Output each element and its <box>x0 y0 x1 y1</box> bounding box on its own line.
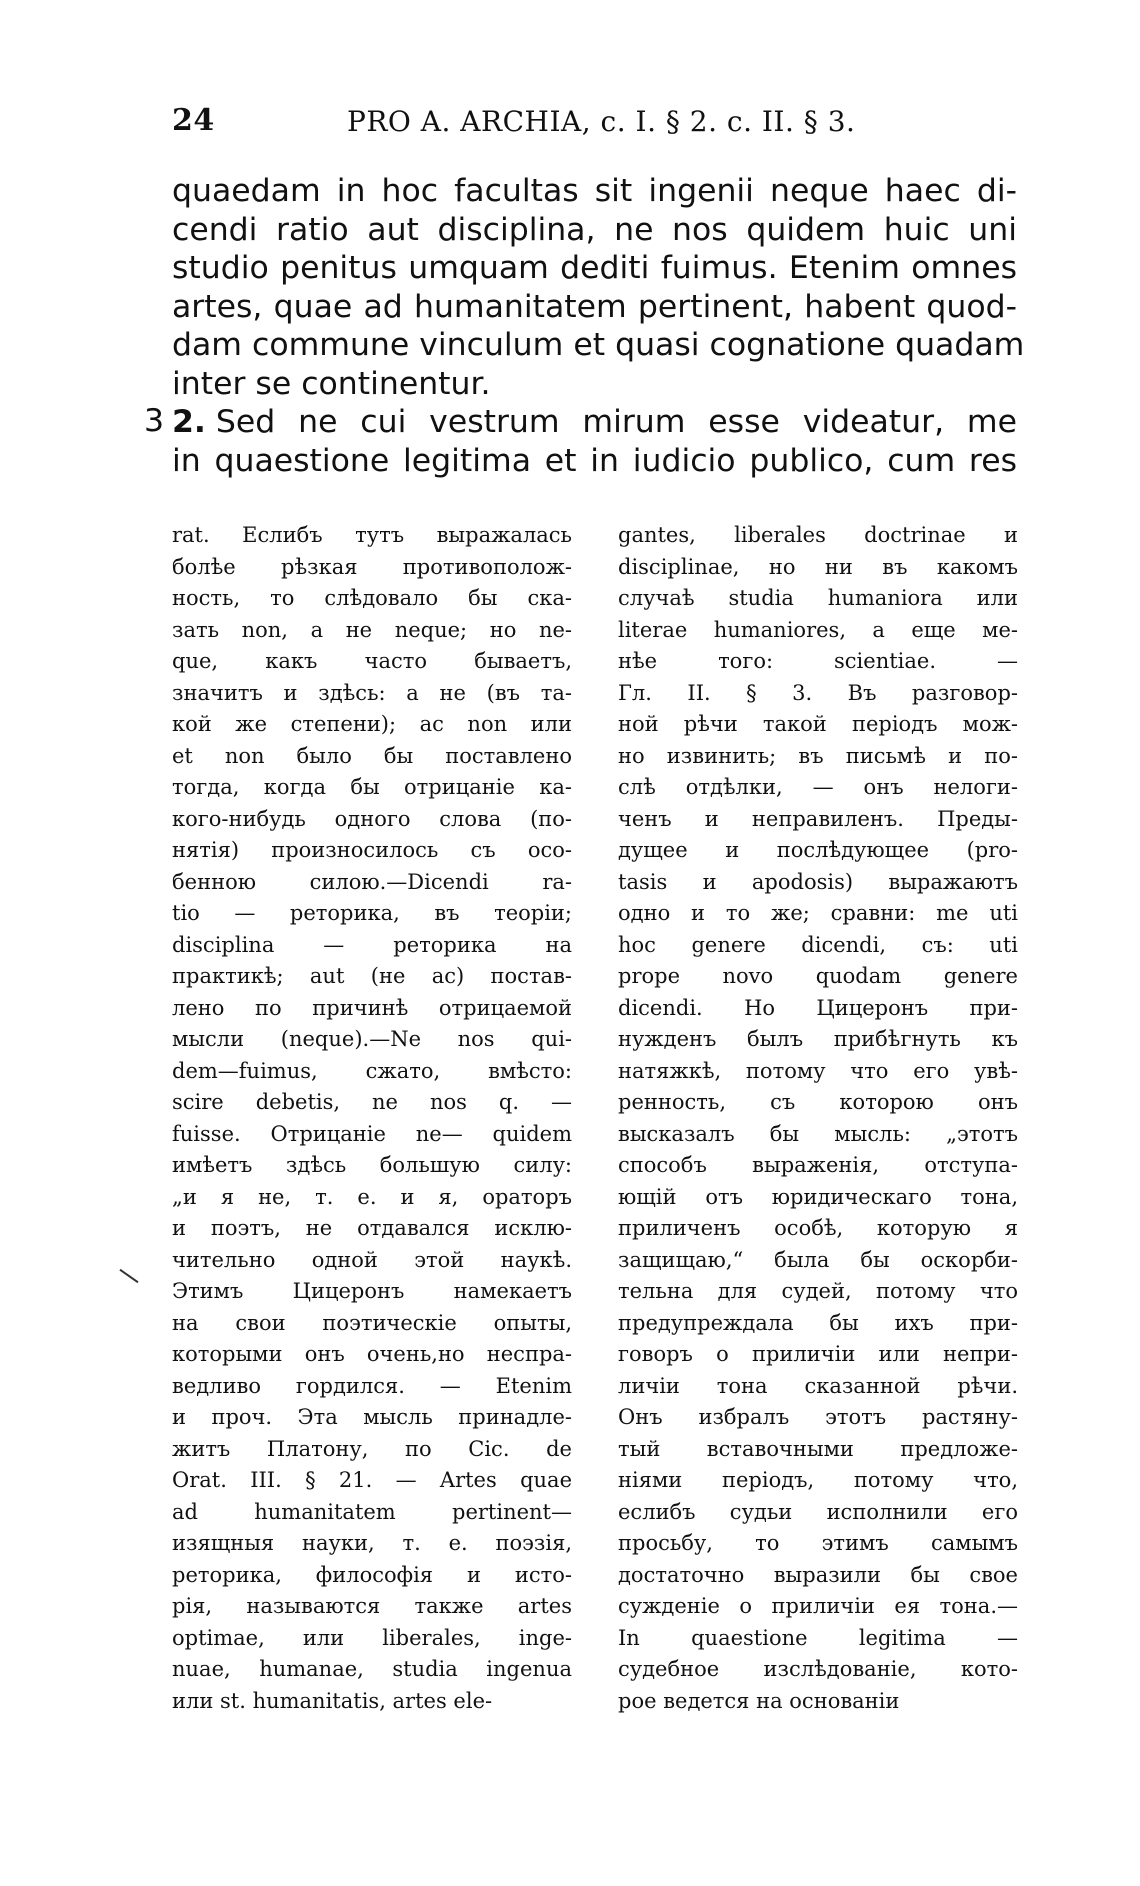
commentary-line: нужденъ былъ прибѣгнуть къ <box>618 1027 1018 1051</box>
commentary-line: достаточно выразили бы свое <box>618 1562 1018 1587</box>
commentary-line: tio — реторика, въ теоріи; <box>172 901 572 925</box>
main-text-line: studio penitus umquam dediti fuimus. Etenim omnes <box>172 250 1017 286</box>
commentary-line: optimae, или liberales, inge- <box>172 1625 572 1650</box>
commentary-line: слѣ отдѣлки, — онъ нелоги- <box>618 775 1018 799</box>
commentary-line: рія, называются также artes <box>172 1594 572 1618</box>
commentary-line: ной рѣчи такой періодъ мож- <box>618 712 1018 736</box>
commentary-line: нѣе того: scientiae. — <box>618 649 1018 673</box>
commentary-line: „и я не, т. е. и я, ораторъ <box>172 1184 572 1209</box>
commentary-line: и проч. Эта мысль принадле- <box>172 1405 572 1429</box>
commentary-line: ведливо гордился. — Etenim <box>172 1373 572 1398</box>
commentary-line: prope novo quodam genere <box>618 964 1018 988</box>
commentary-line: fuisse. Отрицаніе ne— quidem <box>172 1121 572 1146</box>
commentary-line: кого-нибудь одного слова (по- <box>172 806 572 831</box>
commentary-line: реторика, философія и исто- <box>172 1562 572 1587</box>
commentary-line: чительно одной этой наукѣ. <box>172 1247 572 1272</box>
commentary-line: Гл. II. § 3. Въ разговор- <box>618 680 1018 705</box>
commentary-left-column <box>172 520 572 1717</box>
commentary-line: ренность, съ которою онъ <box>618 1090 1018 1114</box>
commentary-line: говоръ о приличіи или непри- <box>618 1342 1018 1366</box>
commentary-line: защищаю,“ была бы оскорби- <box>618 1247 1018 1272</box>
commentary-line: gantes, liberales doctrinae и <box>618 523 1018 547</box>
commentary-right-column <box>618 520 1018 1717</box>
commentary-line: судебное изслѣдованіе, кото- <box>618 1657 1018 1681</box>
commentary-line: hoc genere dicendi, съ: uti <box>618 932 1018 957</box>
commentary-line: лено по причинѣ отрицаемой <box>172 995 572 1020</box>
main-text-line: inter se continentur. <box>172 365 491 402</box>
commentary-line: Orat. III. § 21. — Artes quae <box>172 1468 572 1492</box>
commentary-line: мысли (neque).—Ne nos qui- <box>172 1027 572 1051</box>
commentary-line: que, какъ часто бываетъ, <box>172 649 572 673</box>
commentary-line: бенною силою.—Dicendi ra- <box>172 869 572 894</box>
commentary-line: житъ Платону, по Cic. de <box>172 1436 572 1461</box>
commentary-line: личіи тона сказанной рѣчи. <box>618 1373 1018 1398</box>
main-text-line: quaedam in hoc facultas sit ingenii neque haec di- <box>172 173 1017 209</box>
commentary-line: тогда, когда бы отрицаніе ка- <box>172 775 572 799</box>
commentary-line: нятія) произносилось съ осо- <box>172 838 572 862</box>
commentary-line: болѣе рѣзкая противополож- <box>172 554 572 579</box>
commentary-line: рое ведется на основаніи <box>618 1688 900 1713</box>
commentary-line: имѣетъ здѣсь большую силу: <box>172 1153 572 1177</box>
main-text-line: in quaestione legitima et in iudicio publico, cum res <box>172 442 1017 479</box>
commentary-line: tasis и apodosis) выражаютъ <box>618 869 1018 894</box>
commentary-line: ad humanitatem pertinent— <box>172 1499 572 1524</box>
page-header <box>172 103 1032 143</box>
running-title: PRO A. ARCHIA, c. I. § 2. c. II. § 3. <box>347 105 856 138</box>
commentary-line: тый вставочными предложе- <box>618 1436 1018 1461</box>
commentary-line: зать non, а не neque; но ne- <box>172 617 572 642</box>
commentary-line: scire debetis, ne nos q. — <box>172 1090 572 1114</box>
commentary-line: ніями періодъ, потому что, <box>618 1468 1018 1492</box>
commentary-line: натяжкѣ, потому что его увѣ- <box>618 1058 1018 1083</box>
section-first-line <box>172 403 1017 442</box>
commentary-line: одно и то же; сравни: me uti <box>618 901 1018 925</box>
commentary-line: просьбу, то этимъ самымъ <box>618 1531 1018 1555</box>
commentary-line: literae humaniores, а еще ме- <box>618 617 1018 642</box>
commentary-line: но извинить; въ письмѣ и по- <box>618 743 1018 768</box>
commentary-line: значитъ и здѣсь: а не (въ та- <box>172 680 572 705</box>
commentary-line: способъ выраженія, отступа- <box>618 1153 1018 1177</box>
margin-section-number: 3 <box>144 403 165 439</box>
commentary-line: приличенъ особѣ, которую я <box>618 1216 1018 1240</box>
section-line-text: Sed ne cui vestrum mirum esse videatur, me <box>215 404 1017 440</box>
commentary-line: изящныя науки, т. е. поэзія, <box>172 1531 572 1555</box>
margin-mark <box>119 1269 138 1283</box>
commentary-line: высказалъ бы мысль: „этотъ <box>618 1121 1018 1146</box>
commentary-line: случаѣ studia humaniora или <box>618 586 1018 610</box>
commentary-line: ющій отъ юридическаго тона, <box>618 1184 1018 1209</box>
commentary-line: disciplinae, но ни въ какомъ <box>618 554 1018 579</box>
commentary-line: дущее и послѣдующее (pro- <box>618 838 1018 862</box>
commentary-line: Онъ избралъ этотъ растяну- <box>618 1405 1018 1429</box>
commentary-line: disciplina — реторика на <box>172 932 572 957</box>
commentary-line: практикѣ; aut (не ac) постав- <box>172 964 572 988</box>
main-text-line: artes, quae ad humanitatem pertinent, habent quod- <box>172 288 1017 325</box>
commentary-line: In quaestione legitima — <box>618 1625 1018 1650</box>
commentary-line: dem—fuimus, сжато, вмѣсто: <box>172 1058 572 1083</box>
commentary-line: тельна для судей, потому что <box>618 1279 1018 1303</box>
main-latin-text <box>172 172 1025 480</box>
commentary-line: и поэтъ, не отдавался исклю- <box>172 1216 572 1240</box>
commentary-line: rat. Еслибъ тутъ выражалась <box>172 523 572 547</box>
main-text-line: dam commune vinculum et quasi cognatione quadam <box>172 327 1025 363</box>
commentary-line: кой же степени); ac non или <box>172 712 572 736</box>
commentary-line: ченъ и неправиленъ. Преды- <box>618 806 1018 831</box>
commentary-line: Этимъ Цицеронъ намекаетъ <box>172 1279 572 1303</box>
commentary-line: dicendi. Но Цицеронъ при- <box>618 995 1018 1020</box>
section-number: 2. <box>172 404 206 440</box>
commentary-line: nuae, humanae, studia ingenua <box>172 1657 572 1681</box>
commentary-line: ность, то слѣдовало бы ска- <box>172 586 572 610</box>
page-number: 24 <box>172 103 215 138</box>
commentary-line: et non было бы поставлено <box>172 743 572 768</box>
commentary-line: еслибъ судьи исполнили его <box>618 1499 1018 1524</box>
commentary-line: на свои поэтическіе опыты, <box>172 1310 572 1335</box>
commentary-line: сужденіе о приличіи ея тона.— <box>618 1594 1018 1618</box>
main-text-line: cendi ratio aut disciplina, ne nos quidem huic uni <box>172 211 1017 248</box>
commentary-line: предупреждала бы ихъ при- <box>618 1310 1018 1335</box>
commentary-line: или st. humanitatis, artes ele- <box>172 1688 493 1713</box>
commentary-line: которыми онъ очень,но неспра- <box>172 1342 572 1366</box>
